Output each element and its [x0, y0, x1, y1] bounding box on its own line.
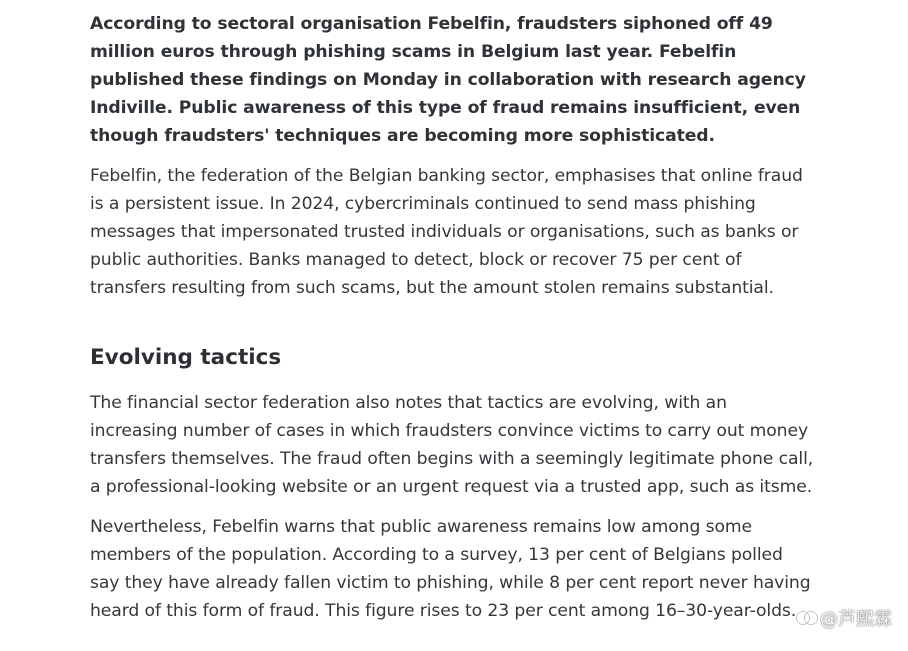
toutiao-logo-icon: [796, 609, 818, 627]
article-lead: According to sectoral organisation Febelfin, fraudsters siphoned off 49 million euros through phishing scams in Belgium last year. Febelfin published these findings on Monday in collaboration with research agency Indiville. Public awareness of this type of fraud remains insufficient, even though fraudsters' techniques are becoming more sophisticated.: [90, 14, 806, 146]
article-paragraph-3: Nevertheless, Febelfin warns that public awareness remains low among some members of the population. According to a survey, 13 per cent of Belgians polled say they have already fallen victim to phishing, while 8 per cent report never having heard of this form of fraud. This figure rises to 23 per cent among 16–30-year-olds.: [90, 517, 811, 621]
watermark-text: @芦熙霖: [820, 609, 892, 630]
article-paragraph-2: The financial sector federation also notes that tactics are evolving, with an increasing number of cases in which fraudsters convince victims to carry out money transfers themselves. The fraud often begins with a seemingly legitimate phone call, a professional-looking website or an urgent request via a trusted app, such as itsme.: [90, 393, 814, 497]
section-heading: Evolving tactics: [90, 345, 282, 370]
watermark: [796, 605, 892, 631]
article-paragraph-1: Febelfin, the federation of the Belgian banking sector, emphasises that online fraud is a persistent issue. In 2024, cybercriminals continued to send mass phishing messages that impersonated trusted individuals or organisations, such as banks or public authorities. Banks managed to detect, block or recover 75 per cent of transfers resulting from such scams, but the amount stolen remains substantial.: [90, 166, 803, 298]
article-body: [90, 10, 814, 625]
